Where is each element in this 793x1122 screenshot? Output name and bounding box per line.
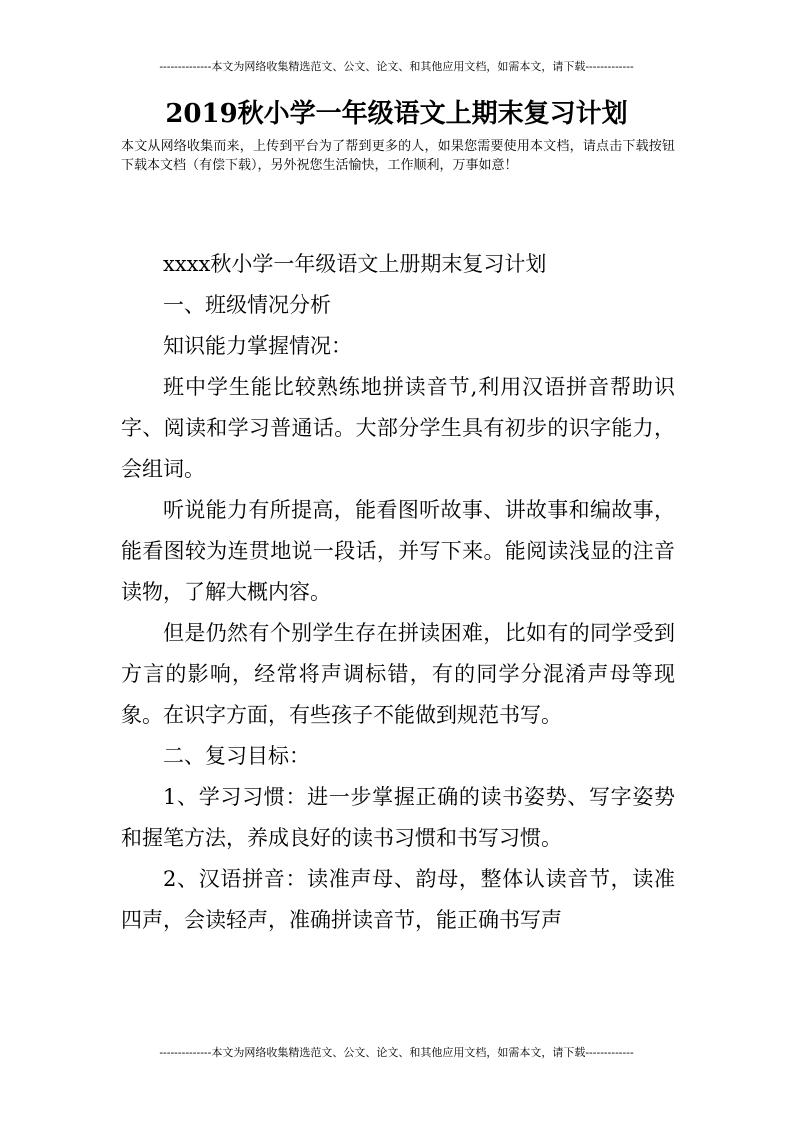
paragraph-listening-speaking: 听说能力有所提高，能看图听故事、讲故事和编故事，能看图较为连贯地说一段话，并写下来。能阅读浅显的注音读物，了解大概内容。 bbox=[121, 498, 675, 604]
page-header-banner: --------------本文为网络收集精选范文、公文、论文、和其他应用文档，如需本文，请下载------------- bbox=[159, 60, 634, 73]
paragraph-pinyin-goals: 2、汉语拼音：读准声母、韵母，整体认读音节，读准四声，会读轻声，准确拼读音节，能正确书写声 bbox=[121, 867, 675, 932]
download-notice: 本文从网络收集而来，上传到平台为了帮到更多的人，如果您需要使用本文档，请点击下载按钮下载本文档（有偿下载），另外祝您生活愉快，工作顺利，万事如意！ bbox=[121, 139, 675, 173]
document-body bbox=[121, 244, 675, 941]
subtitle-paragraph: xxxx秋小学一年级语文上册期末复习计划 bbox=[163, 252, 547, 276]
subheading-knowledge: 知识能力掌握情况： bbox=[163, 334, 352, 358]
section-heading-class-analysis: 一、班级情况分析 bbox=[163, 293, 331, 317]
section-heading-review-goals: 二、复习目标： bbox=[163, 744, 310, 768]
paragraph-pinyin-ability: 班中学生能比较熟练地拼读音节,利用汉语拼音帮助识字、阅读和学习普通话。大部分学生具有初步的识字能力，会组词。 bbox=[121, 375, 675, 481]
document-title: 2019秋小学一年级语文上期末复习计划 bbox=[165, 99, 628, 129]
paragraph-difficulties: 但是仍然有个别学生存在拼读困难，比如有的同学受到方言的影响，经常将声调标错，有的同学分混淆声母等现象。在识字方面，有些孩子不能做到规范书写。 bbox=[121, 621, 675, 727]
paragraph-study-habits: 1、学习习惯：进一步掌握正确的读书姿势、写字姿势和握笔方法，养成良好的读书习惯和书写习惯。 bbox=[121, 785, 675, 850]
page-footer-banner: --------------本文为网络收集精选范文、公文、论文、和其他应用文档，如需本文，请下载------------- bbox=[159, 1046, 634, 1059]
